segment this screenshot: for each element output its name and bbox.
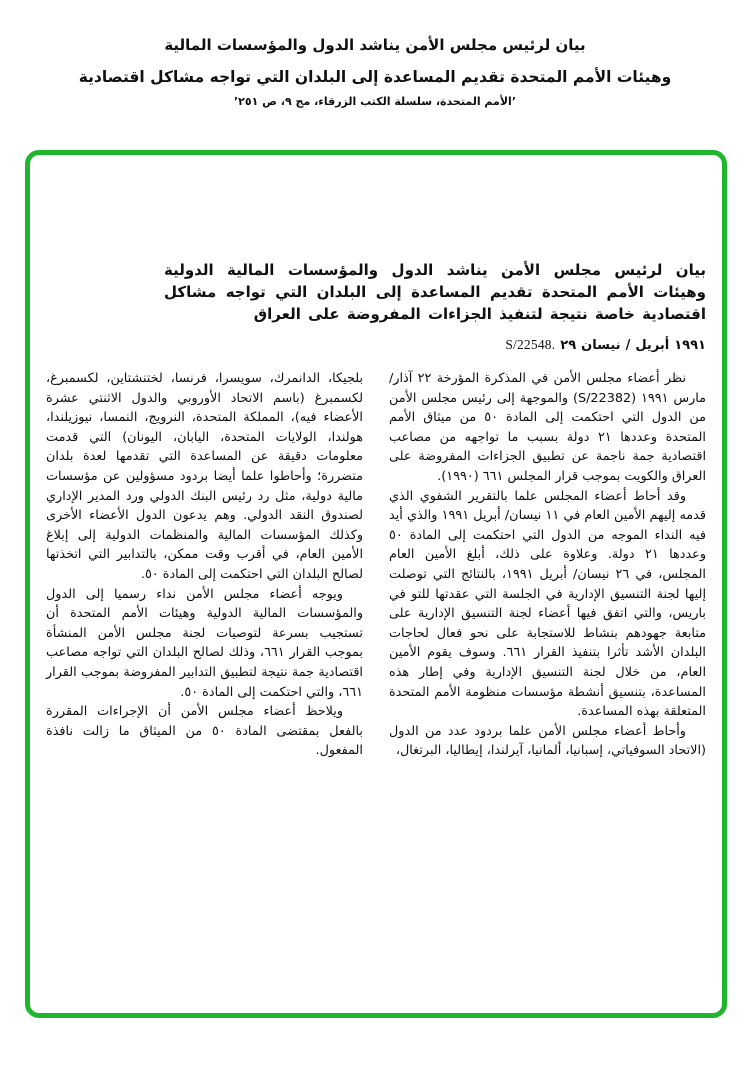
source-citation: ’الأمم المتحدة، سلسلة الكتب الزرقاء، مج ٩، ص ٢٥١’ <box>233 95 517 108</box>
paragraph: نظر أعضاء مجلس الأمن في المذكرة المؤرخة ٢٢ آذار/ مارس ١٩٩١ (S/22382) والموجهة إلى رئيس مجلس الأمن من الدول التي احتكمت إلى المادة ٥٠ من ميثاق الأمم المتحدة وعددها ٢١ دولة بسبب ما تواجهه من مصاعب اقتصادية جمة ناجمة عن تطبيق الجزاءات المفروضة على العراق والكويت بموجب قرار المجلس ٦٦١ (١٩٩٠). <box>389 371 707 484</box>
date-month-nisan: نيسان <box>581 338 621 353</box>
text-column-left <box>46 369 363 761</box>
two-column-body <box>46 369 706 761</box>
document-title: بيان لرئيس مجلس الأمن يناشد الدول والمؤسسات المالية الدولية وهيئات الأمم المتحدة تقديم المساعدة إلى البلدان التي تواجه مشاكل اقتصادية خاصة نتيجة لتنفيذ الجزاءات المفروضة على العراق <box>164 261 706 323</box>
paragraph: بلجيكا، الدانمرك، سويسرا، فرنسا، لختنشتاين، لكسمبرغ، لكسمبرغ (باسم الاتحاد الأوروبي والدول الاثنتي عشرة الأعضاء فيه)، المملكة المتحدة، النرويج، النمسا، نيوزيلندا، هولندا، الولايات المتحدة، اليابان، اليونان) التي قدمت معلومات دقيقة عن المساعدة التي تقدمها لعدة بلدان متضررة؛ وأحاطوا علما أيضا بردود مسؤولين عن مؤسسات مالية دولية، مثل رد رئيس البنك الدولي ورد المدير الإداري لصندوق النقد الدولي. وهم يدعون الدول الأعضاء الأخرى وكذلك المؤسسات المالية والمنظمات الدولية إلى إبلاغ الأمين العام، في أقرب وقت ممكن، بالتدابير التي اتخذتها لصالح البلدان التي احتكمت إلى المادة ٥٠. <box>46 371 363 582</box>
paragraph: وأحاط أعضاء مجلس الأمن علما بردود عدد من الدول (الاتحاد السوفياتي، إسبانيا، ألمانيا، آيرلندا، إيطاليا، البرتغال، <box>389 723 706 759</box>
page-header <box>0 0 750 108</box>
page-title-line1: بيان لرئيس مجلس الأمن يناشد الدول والمؤسسات المالية <box>164 36 586 54</box>
paragraph: وقد أحاط أعضاء المجلس علما بالتقرير الشفوي الذي قدمه إليهم الأمين العام في ١١ نيسان/ أبريل ١٩٩١ والذي أيد فيه النداء الموجه من الدول التي احتكمت إلى المادة ٥٠ وعددها ٢١ دولة. وعلاوة على ذلك، أبلغ الأمين العام المجلس، في ٢٦ نيسان/ أبريل ١٩٩١، بالنتائج التي توصلت إليها لجنة التنسيق الإدارية في الجلسة التي عقدتها للتو في باريس، والتي اتفق فيها أعضاء لجنة التنسيق الإدارية على متابعة جهودهم بنشاط للاستجابة على نحو فعال لحاجات البلدان الأشد تأثرا بتنفيذ القرار ٦٦١. وسوف يقوم الأمين العام، من خلال لجنة التنسيق الإدارية وفي إطار هذه المساعدة، بتنسيق أنشطة مؤسسات منظومة الأمم المتحدة المتعلقة بهذه المساعدة. <box>389 488 707 720</box>
page-title-line2: وهيئات الأمم المتحدة تقديم المساعدة إلى البلدان التي تواجه مشاكل اقتصادية <box>78 68 672 86</box>
date-year: ١٩٩١ <box>674 338 706 353</box>
text-column-right <box>389 369 706 761</box>
paragraph: ويوجه أعضاء مجلس الأمن نداء رسميا إلى الدول والمؤسسات المالية الدولية وهيئات الأمم المتحدة أن تستجيب بسرعة لتوصيات لجنة مجلس الأمن المنشأة بموجب القرار ٦٦١، وذلك لصالح البلدان التي تواجه مصاعب اقتصادية جمة نتيجة لتطبيق التدابير المفروضة بموجب القرار ٦٦١، والتي احتكمت إلى المادة ٥٠. <box>46 586 363 700</box>
date-day: ٢٩ <box>560 338 577 353</box>
date-month-april: أبريل <box>635 338 670 353</box>
document-symbol: S/22548. <box>505 337 556 352</box>
symbol-date-line <box>46 337 706 353</box>
date-separator: / <box>625 338 631 353</box>
document-frame <box>25 150 727 1018</box>
paragraph: ويلاحظ أعضاء مجلس الأمن أن الإجراءات المقررة بالفعل بمقتضى المادة ٥٠ من الميثاق ما زالت نافذة المفعول. <box>46 704 363 759</box>
